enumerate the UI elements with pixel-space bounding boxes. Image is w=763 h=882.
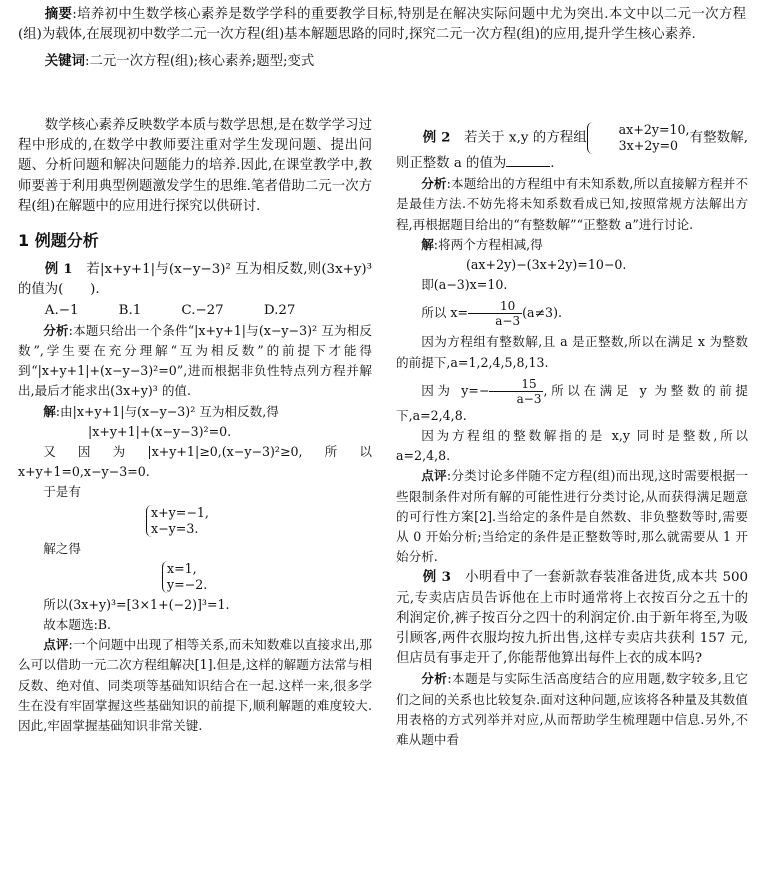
analysis-label: 分析 [421, 671, 448, 687]
example1-solution-start [18, 402, 372, 422]
example2-solution-3 [396, 299, 748, 328]
example1-analysis [18, 321, 372, 402]
solution-text: :由|x+y+1|与(x−y−3)² 互为相反数,得 [55, 403, 279, 419]
system-line: x=1, [167, 560, 197, 576]
analysis-text: :本题只给出一个条件“|x+y+1|与(x−y−3)² 互为相反数”,学生要在充分理解“互为相反数”的前提下才能得到“|x+y+1|+(x−y−3)²=0”,进而根据非负性特点列方程并解出,最后才能求出(3x+y)³ 的值. [18, 322, 373, 399]
system-line: 3x+2y=0 [618, 138, 679, 153]
fraction [489, 377, 543, 406]
fraction-numerator: 10 [468, 299, 522, 314]
comment-text: :一个问题中出现了相等关系,而未知数难以直接求出,那么可以借助一元二次方程组解决[1].但是,这样的解题方法常与相反数、绝对值、同类项等基础知识结合在一起.这样一来,很多学生在没有牢固掌握这些基础知识的前提下,顺利解题的难度较大.因此,牢固掌握基础知识非常关键. [18, 637, 373, 734]
example2-solution-6: 因为方程组的整数解指的是 x,y 同时是整数,所以 a=2,4,8. [396, 428, 748, 464]
example1-solution-5: 所以(3x+y)³=[3×1+(−2)]³=1. [43, 596, 230, 612]
example1-comment [18, 635, 372, 736]
system-line: ax+2y=10, [618, 122, 690, 137]
comment-label: 点评 [43, 637, 69, 653]
intro-paragraph: 数学核心素养反映数学本质与数学思想,是在数学学习过程中形成的,在数学中教师要注重对学生发现问题、提出问题、分析问题和解决问题能力的培养.因此,在课堂教学中,教师要善于利用典型例题激发学生的思维.笔者借助二元一次方程(组)在解题中的应用进行探究以供研讨. [18, 118, 372, 214]
example1-solution-3: 于是有 [43, 484, 81, 500]
fraction-denominator: a−3 [495, 314, 521, 329]
solution-label: 解 [43, 403, 56, 419]
abstract-block [18, 4, 746, 73]
text-fragment: (a≠3). [522, 305, 562, 321]
example1-equation: |x+y+1|+(x−y−3)²=0. [88, 423, 232, 439]
comment-label: 点评 [421, 468, 447, 484]
system-line: x−y=3. [151, 520, 199, 536]
example1-text: 若|x+y+1|与(x−y−3)² 互为相反数,则(3x+y)³ 的值为( ). [18, 262, 372, 298]
system-line: y=−2. [167, 576, 208, 592]
example2-solution-start [396, 235, 748, 255]
analysis-label: 分析 [421, 176, 447, 192]
equation-system [587, 122, 690, 154]
abstract-paragraph [18, 4, 746, 45]
keywords-label: 关键词 [44, 53, 85, 70]
example1-system-2 [18, 561, 372, 593]
left-column [18, 116, 372, 736]
example3-text: 小明看中了一套新款春装准备进货,成本共 500 元,专卖店店员告诉他在上市时通常将上衣按百分之五十的利润定价,裤子按百分之四十的利润定价.由于新年将至,为吸引顾客,两件衣服均按九折出售,这样专卖店共获利 157 元,但店员有事走开了,你能帮他算出每件上衣的成本吗? [396, 570, 748, 667]
example2-equation: (ax+2y)−(3x+2y)=10−0. [466, 257, 627, 273]
answer-blank [506, 166, 550, 167]
analysis-label: 分析 [43, 322, 69, 338]
example2-solution-2: 即(a−3)x=10. [421, 277, 508, 293]
fraction-denominator: a−3 [516, 391, 542, 406]
example1-solution-2: 又因为|x+y+1|≥0,(x−y−3)²≥0,所以 x+y+1=0,x−y−3=0. [18, 444, 372, 480]
example3-label: 例 3 [422, 569, 451, 586]
analysis-text: :本题给出的方程组中有未知系数,所以直接解方程并不是最佳方法.不妨先将未知系数看成已知,按照常规方法解出方程,再根据题目给出的“有整数解”“正整数 a”进行讨论. [396, 176, 749, 232]
fraction-numerator: 15 [489, 377, 543, 392]
example1-solution-4: 解之得 [43, 540, 81, 556]
system-line: x+y=−1, [151, 504, 209, 520]
comment-text: :分类讨论多伴随不定方程(组)而出现,这时需要根据一些限制条件对所有解的可能性进行分类讨论,从而获得满足题意的可行性方案[2].当给定的条件是自然数、非负整数等时,需要从 0 开始分析;当给定的条件是正整数等时,那么就需要从 1 开始分析. [396, 468, 748, 565]
abstract-label: 摘要 [44, 6, 73, 22]
solution-label: 解 [421, 236, 434, 252]
text-fragment: 因为 y=− [421, 382, 490, 398]
equation-system [146, 505, 209, 537]
text-fragment: 所以 x= [421, 305, 469, 321]
keywords-paragraph [18, 51, 746, 72]
section-title: 1 例题分析 [18, 231, 99, 251]
keywords-text: :二元一次方程(组);核心素养;题型;变式 [84, 54, 315, 70]
example1-options: A.−1 B.1 C.−27 D.27 [44, 302, 296, 318]
solution-text: :将两个方程相减,得 [433, 236, 543, 252]
example3-question [396, 567, 748, 669]
example1-solution-6: 故本题选:B. [43, 617, 112, 633]
example2-solution-4: 因为方程组有整数解,且 a 是正整数,所以在满足 x 为整数的前提下,a=1,2,4,5,8,13. [396, 334, 748, 370]
example1-label: 例 1 [44, 261, 73, 278]
abstract-text: :培养初中生数学核心素养是数学学科的重要教学目标,特别是在解决实际问题中尤为突出.本文中以二元一次方程(组)为载体,在展现初中数学二元一次方程(组)基本解题思路的同时,探究二元一次方程(组)的应用,提升学生核心素养. [18, 7, 746, 43]
example2-solution-5 [396, 377, 748, 426]
example2-analysis [396, 174, 748, 235]
text-fragment: ,所以在满足 y 为整数的前提下,a=2,4,8. [396, 382, 748, 423]
example3-analysis [396, 669, 748, 750]
example2-text-a: 若关于 x,y 的方程组 [464, 130, 587, 146]
example1-system-1 [18, 505, 372, 537]
example2-text-b: 有整数解,则正整数 a 的值为 [396, 130, 749, 171]
example1-question [18, 259, 372, 300]
example2-text-c: . [550, 156, 555, 171]
fraction [468, 299, 522, 328]
analysis-text: :本题是与实际生活高度结合的应用题,数字较多,且它们之间的关系也比较复杂.面对这种问题,应该将各种量及其数值用表格的方式列举并对应,从而帮助学生梳理题中信息.另外,不难从题中看 [396, 671, 749, 748]
example2-question [396, 122, 748, 174]
example2-comment [396, 466, 748, 567]
example2-label: 例 2 [422, 129, 451, 146]
right-column [396, 122, 748, 750]
equation-system [162, 561, 207, 593]
